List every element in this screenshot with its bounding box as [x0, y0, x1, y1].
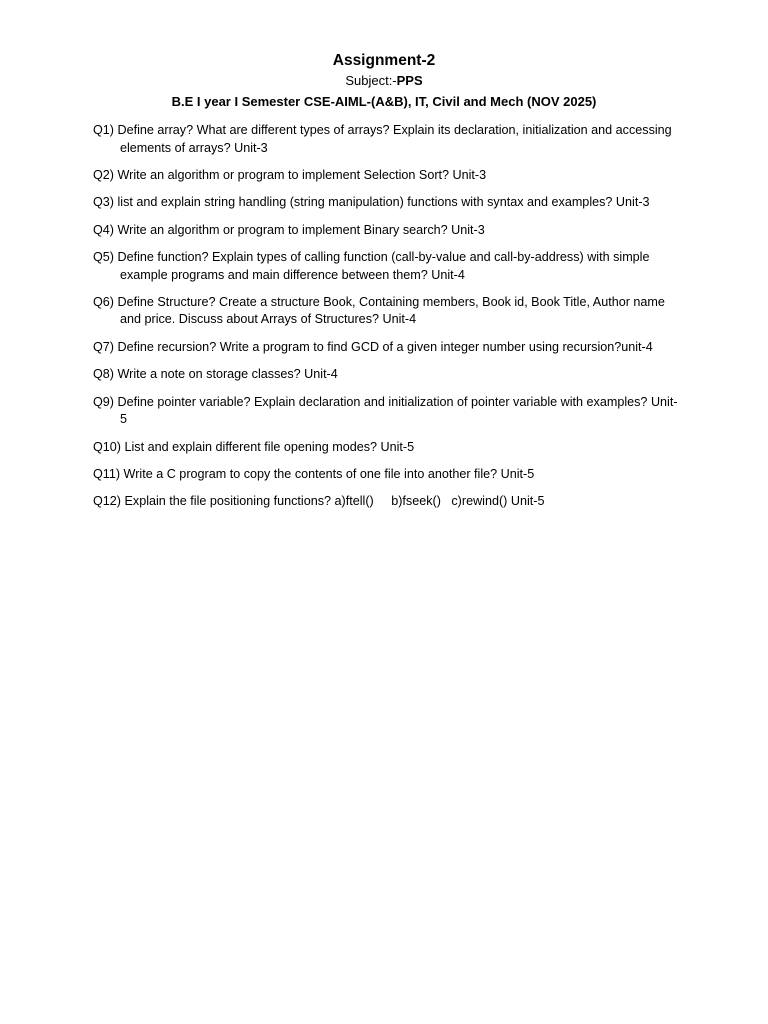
question-list	[93, 122, 678, 521]
question-text: Q7) Define recursion? Write a program to find GCD of a given integer number using recursion?unit-4	[93, 339, 653, 354]
question-text: Q2) Write an algorithm or program to implement Selection Sort? Unit-3	[93, 167, 487, 182]
question-item	[93, 366, 678, 384]
question-text: Q9) Define pointer variable? Explain declaration and initialization of pointer variable with examples? Unit-5	[93, 394, 678, 427]
question-item	[93, 394, 678, 429]
question-item	[93, 439, 678, 457]
question-item	[93, 194, 678, 212]
question-item	[93, 294, 678, 329]
course-line: B.E I year I Semester CSE-AIML-(A&B), IT, Civil and Mech (NOV 2025)	[171, 94, 597, 109]
question-item	[93, 249, 678, 284]
question-text: Q8) Write a note on storage classes? Unit-4	[93, 367, 338, 382]
question-item	[93, 167, 678, 185]
question-text: Q12) Explain the file positioning functions? a)ftell() b)fseek() c)rewind() Unit-5	[93, 494, 545, 509]
subject-value: PPS	[396, 73, 423, 88]
question-item	[93, 466, 678, 484]
question-item	[93, 122, 678, 157]
document-header	[0, 51, 768, 111]
question-text: Q11) Write a C program to copy the contents of one file into another file? Unit-5	[93, 466, 535, 481]
document-title: Assignment-2	[332, 52, 436, 69]
subject-label: Subject:-	[345, 73, 397, 88]
question-item	[93, 493, 678, 511]
question-text: Q6) Define Structure? Create a structure Book, Containing members, Book id, Book Title, Author name and price. Discuss about Arrays of Structures? Unit-4	[93, 294, 669, 327]
question-text: Q1) Define array? What are different types of arrays? Explain its declaration, initialization and accessing elements of arrays? Unit-3	[93, 123, 676, 155]
question-item	[93, 339, 678, 357]
question-text: Q3) list and explain string handling (string manipulation) functions with syntax and examples? Unit-3	[93, 195, 650, 210]
question-item	[93, 222, 678, 240]
subject-line	[0, 72, 768, 90]
question-text: Q10) List and explain different file opening modes? Unit-5	[93, 439, 415, 454]
question-text: Q5) Define function? Explain types of calling function (call-by-value and call-by-address) with simple example programs and main difference between them? Unit-4	[93, 250, 653, 282]
question-text: Q4) Write an algorithm or program to implement Binary search? Unit-3	[93, 222, 485, 237]
